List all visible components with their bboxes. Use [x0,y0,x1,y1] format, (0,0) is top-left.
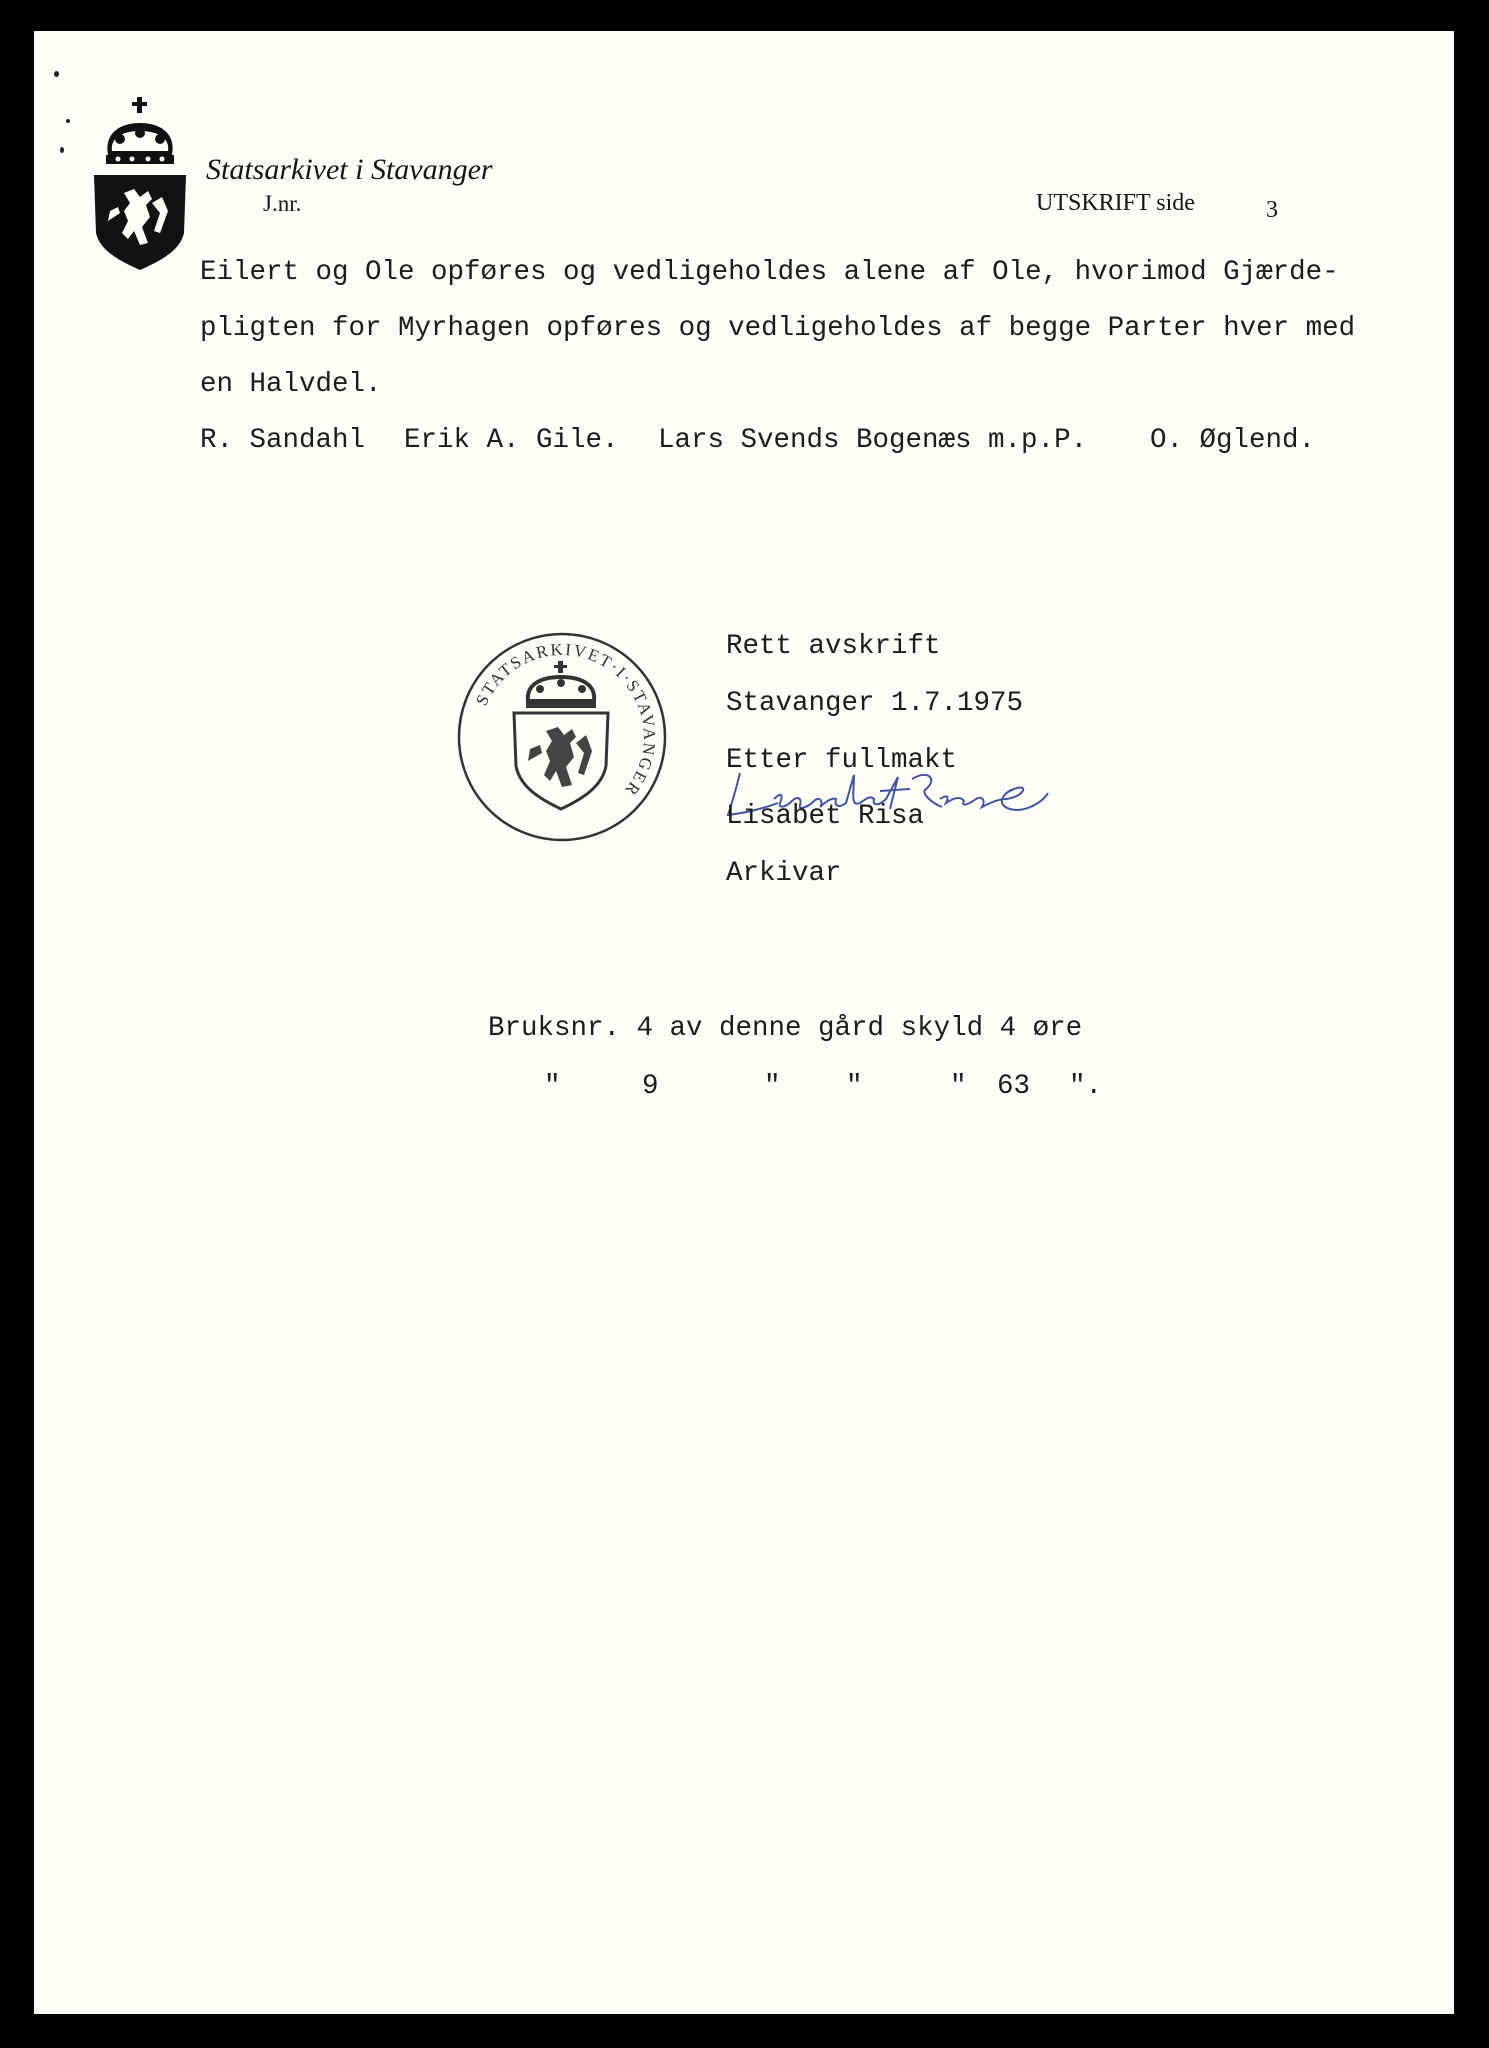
ditto-mark: " [950,1071,967,1102]
transcript-label: UTSKRIFT side [1036,190,1195,216]
ditto-mark: ". [1069,1071,1103,1102]
ditto-value: 9 [642,1071,659,1102]
coat-of-arms-icon [90,93,190,271]
margin-mark [54,71,59,77]
journal-number-label: J.nr. [263,191,302,216]
certification-date: Stavanger 1.7.1975 [726,688,1024,719]
ditto-mark: " [544,1071,561,1102]
document-page [34,31,1454,2014]
body-line: pligten for Myrhagen opføres og vedligeholdes af begge Parter hver med [200,313,1356,344]
margin-mark [66,119,70,123]
certification-line: Etter fullmakt [726,745,958,776]
signatory: Lars Svends Bogenæs m.p.P. [658,425,1088,456]
ditto-value: 63 [997,1071,1031,1102]
page-number: 3 [1266,197,1278,223]
body-line: en Halvdel. [200,369,382,400]
signatory-title: Arkivar [726,858,842,889]
official-seal-icon [456,631,668,843]
footer-line: Bruksnr. 4 av denne gård skyld 4 øre [488,1013,1083,1044]
signatory: Erik A. Gile. [404,425,619,456]
body-line: Eilert og Ole opføres og vedligeholdes alene af Ole, hvorimod Gjærde- [200,257,1339,288]
institution-name: Statsarkivet i Stavanger [206,153,493,186]
ditto-mark: " [846,1071,863,1102]
certification-line: Rett avskrift [726,631,941,662]
margin-mark [60,147,64,153]
signatory: O. Øglend. [1150,425,1316,456]
signatory-name: Lisabet Risa [726,801,925,832]
ditto-mark: " [764,1071,781,1102]
seal-text: STATSARKIVET·I·STAVANGER [472,639,660,801]
signatory: R. Sandahl [200,425,366,456]
